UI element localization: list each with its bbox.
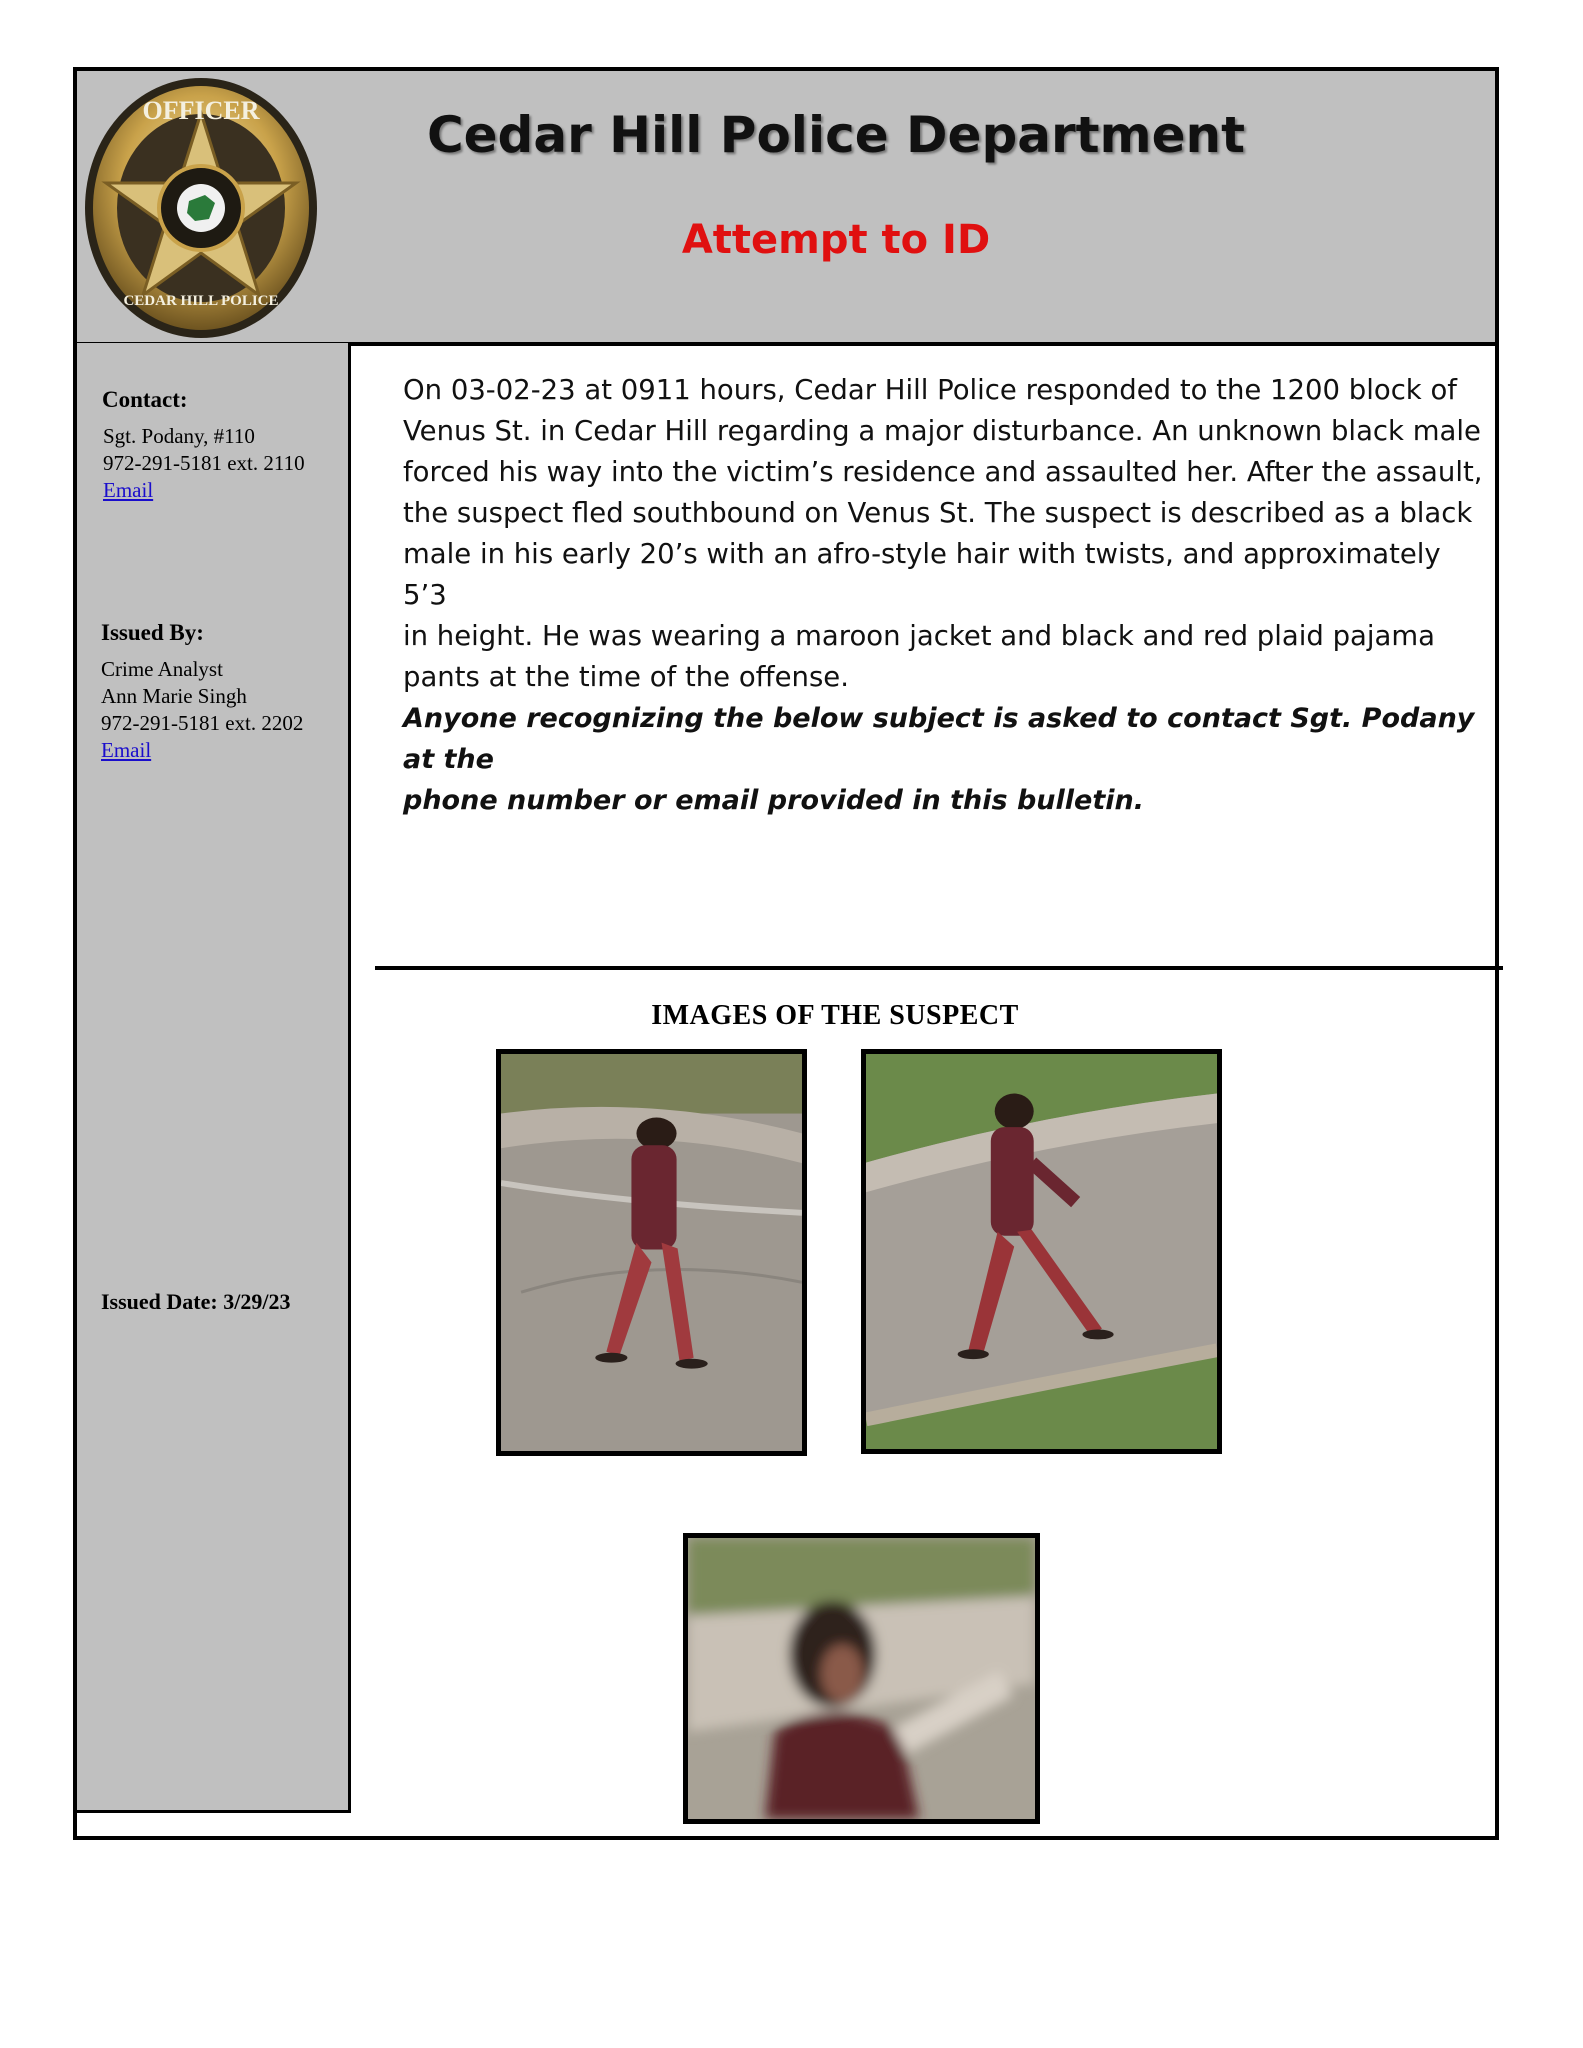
description-line: in height. He was wearing a maroon jacket and black and red plaid pajama bbox=[403, 620, 1436, 652]
suspect-photo-1 bbox=[496, 1049, 807, 1456]
issued-by-email-link[interactable]: Email bbox=[101, 738, 152, 762]
contact-email-link[interactable]: Email bbox=[103, 478, 154, 502]
notice-line: phone number or email provided in this bulletin. bbox=[403, 785, 1144, 816]
page-title: Cedar Hill Police Department bbox=[426, 106, 1246, 164]
contact-heading: Contact: bbox=[102, 387, 188, 412]
issued-date: Issued Date: 3/29/23 bbox=[101, 1289, 291, 1314]
suspect-photo-3 bbox=[683, 1533, 1040, 1824]
issued-by-title: Crime Analyst bbox=[101, 657, 223, 681]
description-line: male in his early 20’s with an afro-style hair with twists, and approximately 5’3 bbox=[403, 538, 1441, 611]
issued-by-heading: Issued By: bbox=[101, 620, 204, 645]
police-badge-icon bbox=[81, 73, 321, 343]
description-line: On 03-02-23 at 0911 hours, Cedar Hill Police responded to the 1200 block of bbox=[403, 374, 1457, 406]
badge-text-top: OFFICER bbox=[142, 96, 260, 125]
description-line: the suspect fled southbound on Venus St. The suspect is described as a black bbox=[403, 497, 1473, 529]
description-line: pants at the time of the offense. bbox=[403, 661, 849, 693]
description-line: Venus St. in Cedar Hill regarding a major disturbance. An unknown black male bbox=[403, 415, 1481, 447]
images-heading: IMAGES OF THE SUSPECT bbox=[651, 1000, 1019, 1031]
incident-description bbox=[403, 370, 1493, 698]
notice-line: Anyone recognizing the below subject is asked to contact Sgt. Podany at the bbox=[403, 703, 1475, 775]
issued-by-name: Ann Marie Singh bbox=[101, 684, 247, 708]
bulletin-header bbox=[73, 67, 1499, 346]
contact-name: Sgt. Podany, #110 bbox=[103, 424, 255, 448]
suspect-photo-2 bbox=[861, 1049, 1222, 1454]
section-divider bbox=[375, 966, 1503, 970]
contact-request bbox=[403, 698, 1493, 821]
contact-phone: 972-291-5181 ext. 2110 bbox=[103, 451, 305, 475]
page-subtitle: Attempt to ID bbox=[681, 217, 991, 263]
badge-text-bottom: CEDAR HILL POLICE bbox=[123, 293, 279, 309]
sidebar bbox=[77, 343, 351, 1813]
description-line: forced his way into the victim’s residence and assaulted her. After the assault, bbox=[403, 456, 1483, 488]
issued-by-phone: 972-291-5181 ext. 2202 bbox=[101, 711, 304, 735]
